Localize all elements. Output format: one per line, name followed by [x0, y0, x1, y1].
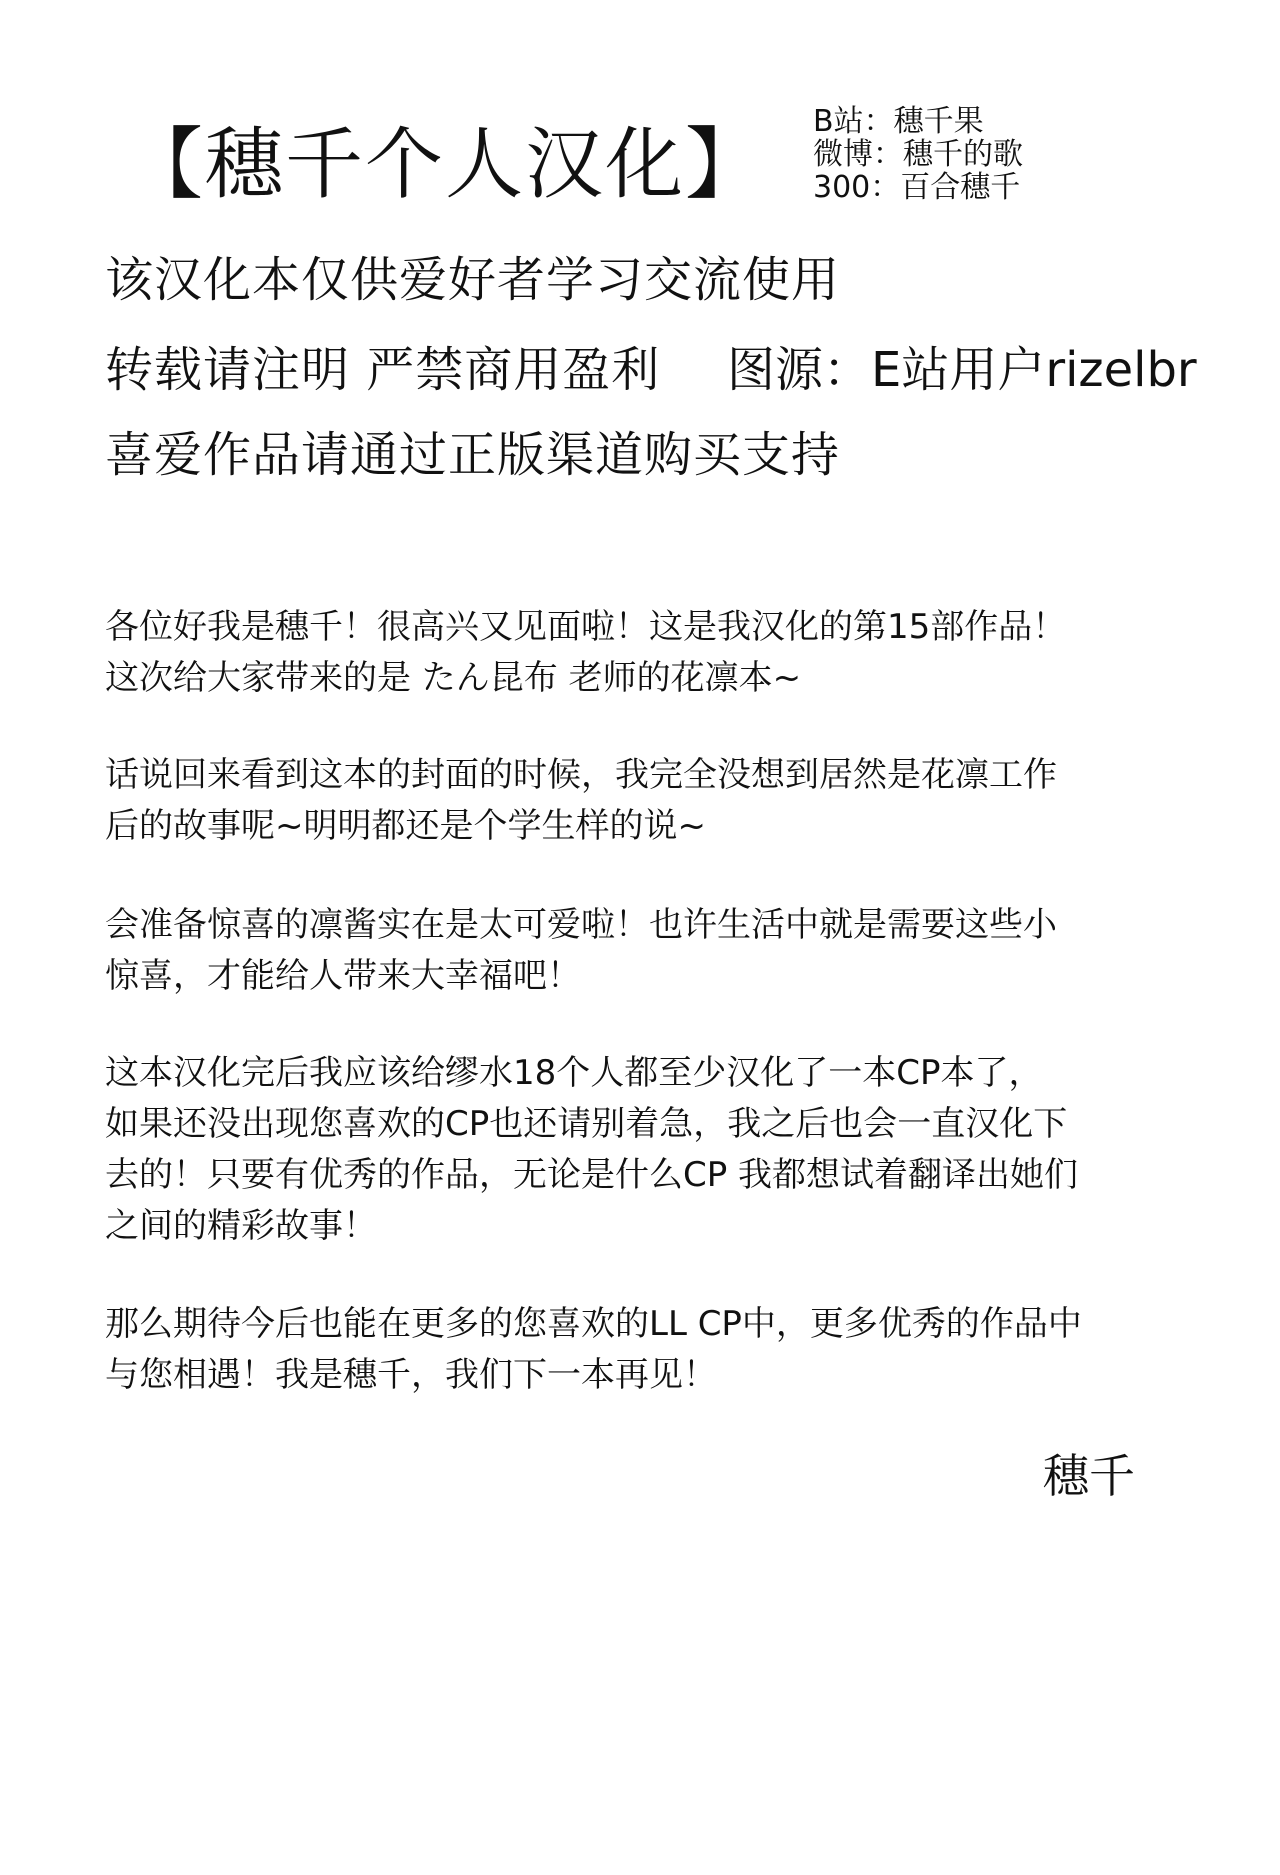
- paragraph-line: 惊喜，才能给人带来大幸福吧！: [105, 956, 581, 996]
- signature: 穗千: [1043, 1449, 1135, 1503]
- paragraph-line: 各位好我是穗千！很高兴又见面啦！这是我汉化的第15部作品！: [105, 607, 1067, 647]
- paragraph-line: 会准备惊喜的凛酱实在是太可爱啦！也许生活中就是需要这些小: [105, 905, 1057, 945]
- paragraph-line: 这本汉化完后我应该给缪水18个人都至少汉化了一本CP本了，: [105, 1053, 1043, 1093]
- notice-line-3: 喜爱作品请通过正版渠道购买支持: [105, 427, 841, 483]
- paragraph-line: 如果还没出现您喜欢的CP也还请别着急，我之后也会一直汉化下: [105, 1104, 1068, 1144]
- paragraph-line: 去的！只要有优秀的作品，无论是什么CP 我都想试着翻译出她们: [105, 1155, 1079, 1195]
- paragraph-line: 与您相遇！我是穗千，我们下一本再见！: [105, 1355, 717, 1395]
- paragraph-line: 那么期待今后也能在更多的您喜欢的LL CP中，更多优秀的作品中: [105, 1304, 1082, 1344]
- credits-block: [813, 105, 1023, 204]
- paragraph-3: [105, 900, 1185, 1002]
- paragraph-5: [105, 1299, 1185, 1401]
- notice-line-2: 转载请注明 严禁商用盈利: [105, 342, 661, 398]
- paragraph-line: 后的故事呢~明明都还是个学生样的说~: [105, 806, 706, 846]
- paragraph-line: 之间的精彩故事！: [105, 1206, 377, 1246]
- group-title: 【穗千个人汉化】: [125, 120, 766, 210]
- paragraph-line: 这次给大家带来的是 たん昆布 老师的花凛本~: [105, 658, 802, 698]
- credit-bilibili: B站：穗千果: [813, 104, 984, 139]
- notice-line-1: 该汉化本仅供爱好者学习交流使用: [105, 252, 841, 308]
- credit-300: 300：百合穗千: [813, 170, 1021, 205]
- credit-weibo: 微博：穗千的歌: [813, 137, 1023, 172]
- image-source: 图源：E站用户rizelbr: [727, 342, 1197, 398]
- paragraph-line: 话说回来看到这本的封面的时候，我完全没想到居然是花凛工作: [105, 755, 1057, 795]
- paragraph-4: [105, 1048, 1185, 1252]
- paragraph-1: [105, 602, 1185, 704]
- paragraph-2: [105, 750, 1185, 852]
